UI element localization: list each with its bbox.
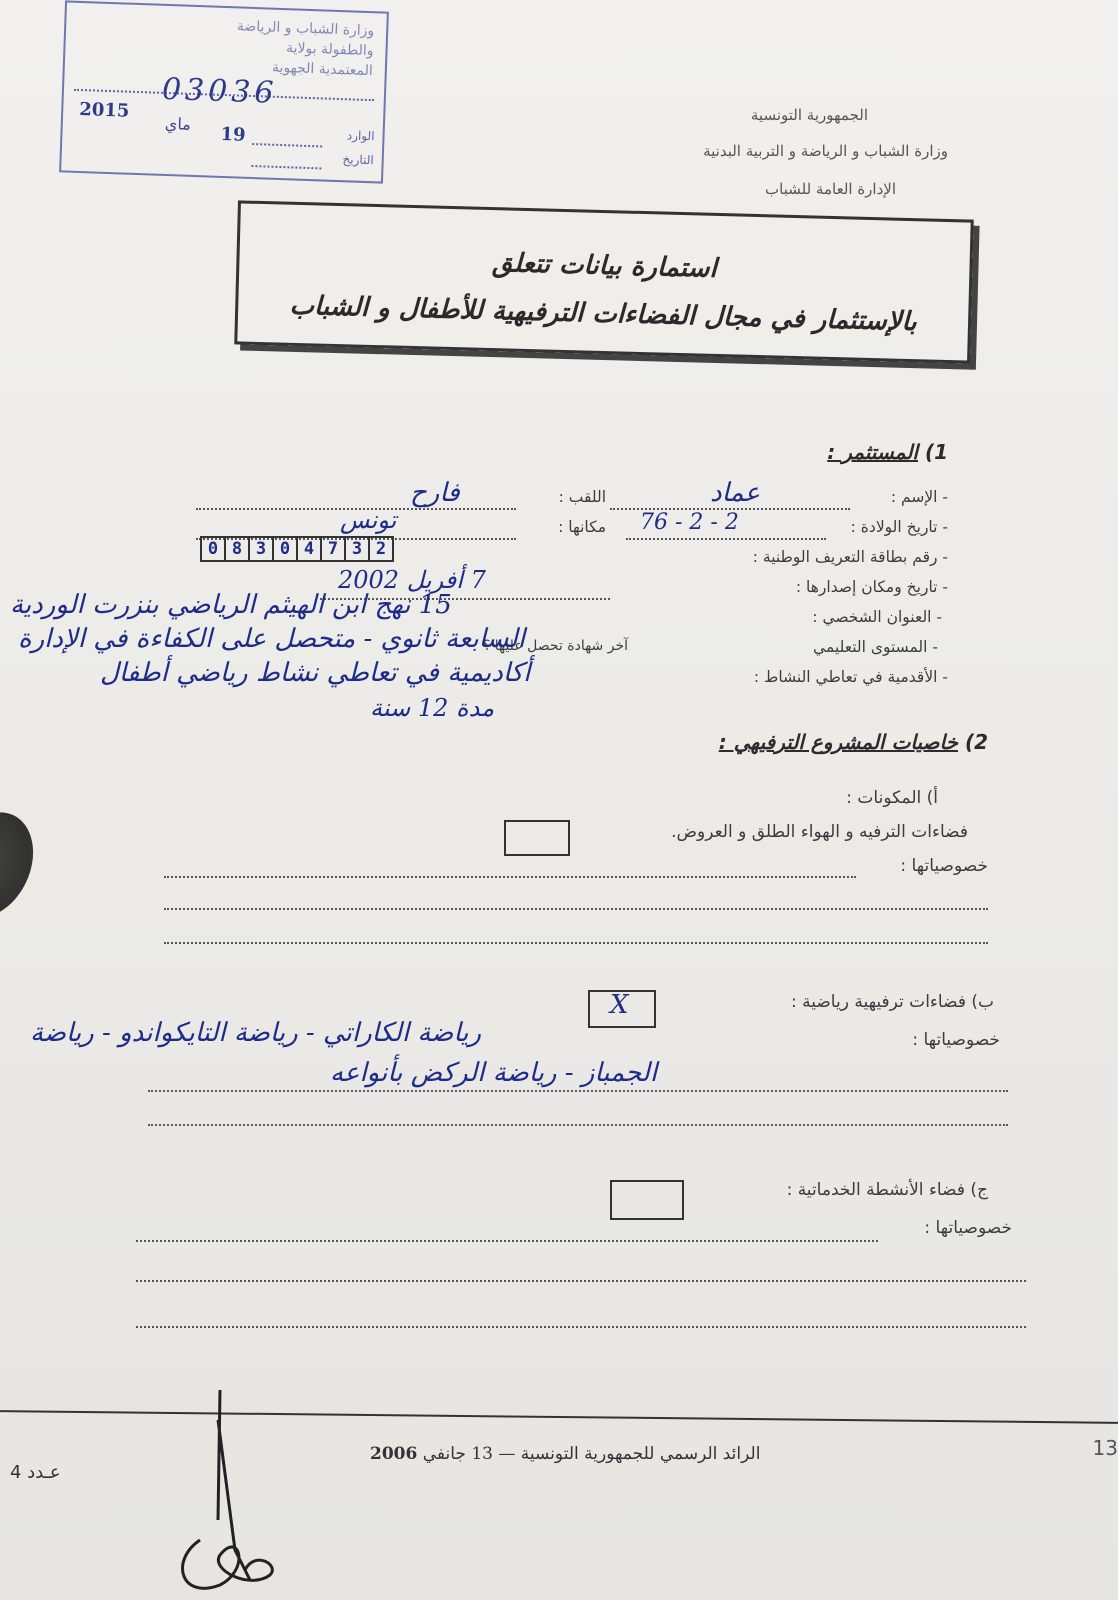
footer-page-number: 13: [1092, 1436, 1118, 1460]
section-investor-heading: [827, 440, 948, 464]
stamp-line-3: المعتمدية الجهوية: [271, 59, 374, 80]
seniority-label: - الأقدمية في تعاطي النشاط :: [753, 668, 948, 686]
thumb-shadow: [0, 798, 49, 932]
name-value: عماد: [710, 478, 761, 508]
id-digit: 3: [248, 536, 274, 562]
section-title: المستثمر :: [827, 440, 918, 464]
a-spec-dots: [164, 876, 856, 878]
a-spec-dots: [164, 942, 988, 944]
stamp-line-2: والطفولة بولاية: [285, 40, 374, 60]
section-number: 2): [964, 730, 988, 754]
education-value: السابعة ثانوي - متحصل على الكفاءة في الإدارة: [18, 624, 525, 654]
education-note: آخر شهادة تحصل عليها ؟: [482, 638, 628, 654]
id-digit: 2: [368, 536, 394, 562]
signature-scribble: [160, 1380, 300, 1600]
services-space-checkbox[interactable]: [610, 1180, 684, 1220]
section-project-heading: [719, 730, 988, 754]
pob-label: مكانها :: [558, 518, 606, 536]
dob-label: - تاريخ الولادة :: [850, 518, 948, 536]
b-spec-value-2: الجمباز - رياضة الركض بأنواعه: [330, 1058, 658, 1088]
surname-label: اللقب :: [558, 488, 606, 506]
id-number-label: - رقم بطاقة التعريف الوطنية :: [752, 548, 948, 566]
check-mark: X: [610, 990, 629, 1020]
dob-value: 76 - 2 - 2: [640, 510, 739, 535]
received-stamp: [59, 0, 389, 183]
address-value: 15 نهج ابن الهيثم الرياضي بنزرت الوردية: [10, 590, 452, 620]
seniority-value: أكاديمية في تعاطي نشاط رياضي أطفال: [100, 658, 531, 688]
id-issue-label: - تاريخ ومكان إصدارها :: [795, 578, 948, 596]
id-digit: 0: [200, 536, 226, 562]
pob-value: تونس: [340, 506, 397, 534]
stamp-dots: [251, 165, 321, 169]
stamp-year: 2015: [78, 98, 130, 122]
components-label: أ) المكونات :: [846, 788, 938, 808]
header-ministry: وزارة الشباب و الرياضة و التربية البدنية: [703, 142, 948, 160]
education-label: - المستوى التعليمي: [813, 638, 938, 656]
header-republic: الجمهورية التونسية: [750, 106, 868, 124]
footer-year: 2006: [370, 1444, 418, 1464]
stamp-dots: [252, 143, 322, 147]
section-title: خاصيات المشروع الترفيهي :: [718, 730, 958, 754]
b-spec-dots: [148, 1090, 1008, 1092]
b-spec-dots: [148, 1124, 1008, 1126]
a-spec-label: خصوصياتها :: [900, 856, 988, 876]
sports-spaces-checkbox[interactable]: [588, 990, 656, 1028]
form-title-box: [234, 200, 974, 363]
services-space-label: ج) فضاء الأنشطة الخدماتية :: [786, 1180, 988, 1200]
id-digit: 3: [344, 536, 370, 562]
sports-spaces-label: ب) فضاءات ترفيهية رياضية :: [791, 992, 994, 1012]
name-label: - الإسم :: [890, 488, 948, 506]
id-digit: 0: [272, 536, 298, 562]
b-spec-value: رياضة الكاراتي - رياضة التايكواندو - رياضة: [30, 1018, 482, 1048]
stamp-day: 19: [220, 123, 246, 146]
c-spec-dots: [136, 1326, 1026, 1328]
footer-gazette-text: الرائد الرسمي للجمهورية التونسية — 13 جانفي: [422, 1444, 761, 1464]
stamp-date-label: التاريخ: [342, 152, 374, 168]
form-title-line-1: استمارة بيانات تتعلق: [491, 248, 718, 284]
id-digit: 8: [224, 536, 250, 562]
dob-dots: [626, 538, 826, 540]
id-issue-value: 7 أفريل 2002: [338, 566, 486, 594]
header-directorate: الإدارة العامة للشباب: [765, 180, 896, 198]
b-spec-label: خصوصياتها :: [912, 1030, 1000, 1050]
section-number: 1): [924, 440, 948, 464]
stamp-number: 03036: [161, 71, 279, 111]
footer-gazette: [370, 1444, 760, 1464]
a-spec-dots: [164, 908, 988, 910]
form-title-line-2: بالإستثمار في مجال الفضاءات الترفيهية للأطفال و الشباب: [289, 290, 918, 338]
stamp-month: ماي: [164, 113, 192, 134]
seniority-duration: مدة 12 سنة: [370, 694, 495, 722]
c-spec-label: خصوصياتها :: [924, 1218, 1012, 1238]
address-label: - العنوان الشخصي :: [812, 608, 942, 626]
id-digit: 7: [320, 536, 346, 562]
c-spec-dots: [136, 1280, 1026, 1282]
outdoor-spaces-checkbox[interactable]: [504, 820, 570, 856]
stamp-received-label: الوارد: [346, 128, 375, 144]
stamp-line-1: وزارة الشباب و الرياضة: [236, 18, 375, 40]
id-digit: 4: [296, 536, 322, 562]
id-number-boxes: [200, 536, 392, 562]
components-item-outdoor: فضاءات الترفيه و الهواء الطلق و العروض.: [671, 822, 968, 842]
surname-value: فارح: [410, 478, 460, 508]
footer-issue: عـدد 4: [10, 1462, 61, 1483]
c-spec-dots: [136, 1240, 878, 1242]
